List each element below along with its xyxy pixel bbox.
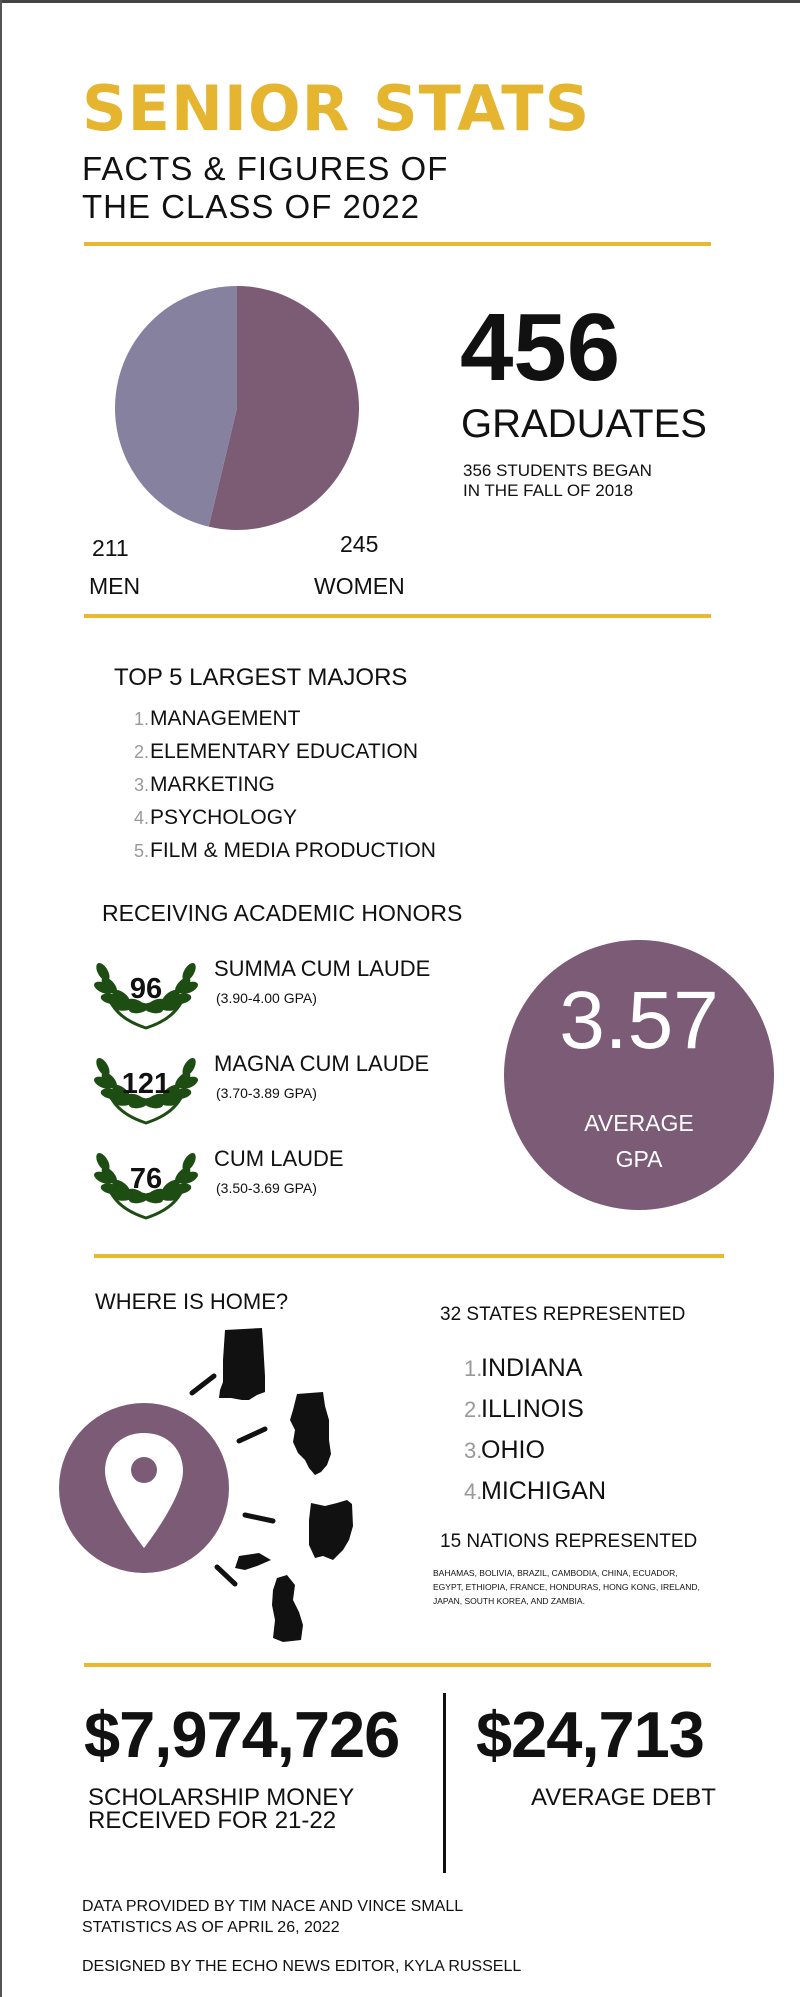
majors-heading: TOP 5 LARGEST MAJORS xyxy=(114,664,408,691)
honor-title: MAGNA CUM LAUDE xyxy=(214,1051,430,1076)
scholarship-amount: $7,974,726 xyxy=(84,1698,400,1771)
gender-pie-chart xyxy=(107,278,367,538)
divider-graduates xyxy=(84,614,711,618)
majors-list xyxy=(134,702,436,867)
divider-honors xyxy=(94,1254,724,1258)
nations-list: BAHAMAS, BOLIVIA, BRAZIL, CAMBODIA, CHINA, ECUADOR, EGYPT, ETHIOPIA, FRANCE, HONDURAS, HONG KONG, IRELAND, JAPAN, SOUTH KOREA, AND ZAMBIA. xyxy=(433,1568,700,1606)
list-item-number: 4. xyxy=(134,808,150,828)
list-item-label: MANAGEMENT xyxy=(150,707,301,730)
states-list xyxy=(464,1348,606,1512)
list-item xyxy=(134,735,436,768)
list-item xyxy=(464,1471,606,1512)
graduates-note-line-2: IN THE FALL OF 2018 xyxy=(463,481,634,500)
date-credit-line: STATISTICS AS OF APRIL 26, 2022 xyxy=(82,1919,340,1936)
list-item xyxy=(134,702,436,735)
list-item-label: OHIO xyxy=(481,1436,545,1464)
illinois-map-icon xyxy=(290,1392,331,1475)
graduates-note-line-1: 356 STUDENTS BEGAN xyxy=(463,461,652,480)
list-item xyxy=(134,801,436,834)
honor-gpa-range: (3.70-3.89 GPA) xyxy=(216,1085,317,1101)
scholarship-label-line-1: SCHOLARSHIP MONEY xyxy=(88,1784,355,1811)
ohio-map-icon xyxy=(309,1500,353,1560)
divider-header xyxy=(84,242,711,246)
list-item-label: ELEMENTARY EDUCATION xyxy=(150,740,418,763)
honor-title: CUM LAUDE xyxy=(214,1146,344,1171)
subtitle-line-1: FACTS & FIGURES OF xyxy=(82,150,449,187)
scholarship-label xyxy=(88,1786,354,1832)
average-gpa-label xyxy=(504,1105,774,1177)
graduates-count: 456 xyxy=(460,294,621,401)
graduates-note xyxy=(463,461,723,501)
indiana-map-icon xyxy=(219,1328,265,1400)
page-subtitle xyxy=(82,150,448,226)
divider-home xyxy=(84,1663,711,1667)
list-item-label: ILLINOIS xyxy=(481,1395,584,1423)
state-maps xyxy=(187,1320,387,1650)
list-item-number: 5. xyxy=(134,841,150,861)
gpa-label-line-2: GPA xyxy=(615,1146,663,1172)
list-item xyxy=(464,1430,606,1471)
list-item-label: FILM & MEDIA PRODUCTION xyxy=(150,839,436,862)
honor-row-cum xyxy=(92,1134,472,1224)
list-item-label: PSYCHOLOGY xyxy=(150,806,298,829)
list-item xyxy=(134,834,436,867)
honor-gpa-range: (3.90-4.00 GPA) xyxy=(216,990,317,1006)
average-gpa-circle xyxy=(504,940,774,1210)
average-debt-label: AVERAGE DEBT xyxy=(531,1784,716,1811)
designer-credit: DESIGNED BY THE ECHO NEWS EDITOR, KYLA RUSSELL xyxy=(82,1958,522,1975)
michigan-map-icon xyxy=(235,1553,303,1642)
honor-count: 121 xyxy=(121,1067,171,1100)
men-count: 211 xyxy=(92,535,129,561)
honor-title: SUMMA CUM LAUDE xyxy=(214,956,431,981)
honor-row-summa xyxy=(92,944,472,1034)
women-count: 245 xyxy=(340,531,379,557)
list-item xyxy=(134,768,436,801)
list-item-number: 1. xyxy=(464,1356,483,1381)
scholarship-label-line-2: RECEIVED FOR 21-22 xyxy=(88,1807,337,1834)
data-credit xyxy=(82,1896,463,1938)
honor-count: 76 xyxy=(129,1162,163,1195)
list-item-number: 1. xyxy=(134,709,150,729)
list-item-label: INDIANA xyxy=(481,1354,583,1382)
gpa-label-line-1: AVERAGE xyxy=(584,1110,694,1136)
list-item xyxy=(464,1348,606,1389)
honor-count: 96 xyxy=(129,972,163,1005)
list-item-number: 3. xyxy=(134,775,150,795)
honor-row-magna xyxy=(92,1039,472,1129)
states-heading: 32 STATES REPRESENTED xyxy=(440,1304,686,1325)
page-title: SENIOR STATS xyxy=(82,72,591,145)
subtitle-line-2: THE CLASS OF 2022 xyxy=(82,188,420,225)
list-item-number: 3. xyxy=(464,1438,483,1463)
list-item-label: MICHIGAN xyxy=(481,1477,606,1505)
list-item-label: MARKETING xyxy=(150,773,275,796)
nations-heading: 15 NATIONS REPRESENTED xyxy=(440,1531,698,1552)
list-item-number: 2. xyxy=(134,742,150,762)
top-border xyxy=(2,0,800,3)
women-label: WOMEN xyxy=(314,573,405,599)
home-heading: WHERE IS HOME? xyxy=(95,1289,289,1314)
graduates-label: GRADUATES xyxy=(461,402,707,446)
honors-heading: RECEIVING ACADEMIC HONORS xyxy=(102,900,463,926)
honor-gpa-range: (3.50-3.69 GPA) xyxy=(216,1180,317,1196)
connector-lines xyxy=(192,1376,273,1584)
vertical-divider xyxy=(443,1693,446,1873)
average-gpa-value: 3.57 xyxy=(559,975,719,1066)
average-debt-amount: $24,713 xyxy=(476,1698,704,1771)
men-label: MEN xyxy=(89,573,141,599)
list-item-number: 4. xyxy=(464,1479,483,1504)
list-item-number: 2. xyxy=(464,1397,483,1422)
list-item xyxy=(464,1389,606,1430)
data-credit-line: DATA PROVIDED BY TIM NACE AND VINCE SMALL xyxy=(82,1898,464,1915)
